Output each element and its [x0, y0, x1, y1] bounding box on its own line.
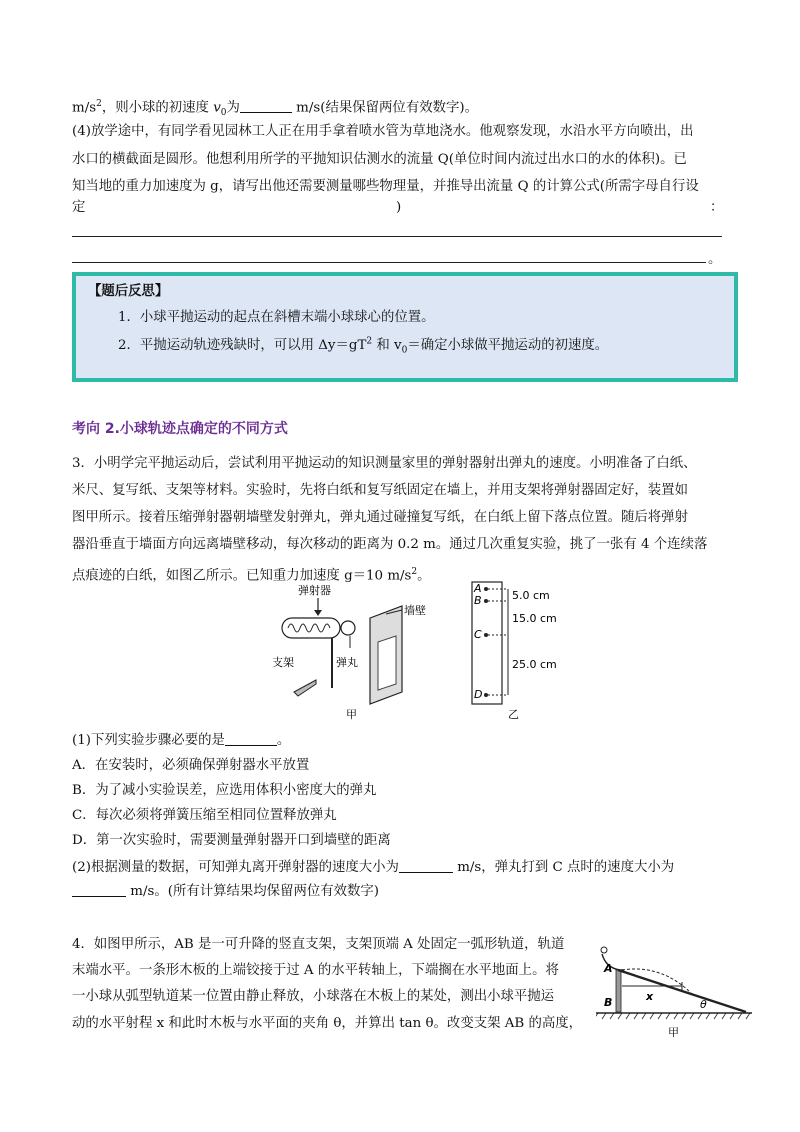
text: (2)根据测量的数据，可知弹丸离开弹射器的速度大小为 — [72, 860, 399, 875]
text: m/s，弹丸打到 C 点时的速度大小为 — [452, 860, 675, 875]
q3-sub1 — [72, 731, 290, 751]
q4-part-line4: 定 — [72, 200, 86, 215]
answer-blank[interactable] — [72, 882, 126, 897]
text: m/s(结果保留两位有效数字)。 — [291, 100, 479, 116]
point-label-b: B — [474, 594, 482, 607]
option-c[interactable]: C．每次必须将弹簧压缩至相同位置释放弹丸 — [72, 808, 337, 823]
section-heading: 考向 2.小球轨迹点确定的不同方式 — [72, 421, 288, 437]
answer-line[interactable] — [72, 262, 706, 263]
text: (1)下列实验步骤必要的是 — [72, 733, 225, 748]
point-c — [484, 633, 488, 637]
q4-part-line3: 知当地的重力加速度为 g，请写出他还需要测量哪些物理量，并推导出流量 Q 的计算公式(所需字母自行设 — [72, 179, 699, 194]
text: 和 v — [372, 338, 402, 353]
label-pellet: 弹丸 — [336, 656, 358, 669]
label-stand: 支架 — [272, 656, 294, 669]
label-b: B — [604, 996, 613, 1009]
stand-ab — [616, 970, 621, 1012]
shooter-barrel — [282, 618, 340, 638]
q3-line2: 米尺、复写纸、支架等材料。实验时，先将白纸和复写纸固定在墙上，并用支架将弹射器固定好，装置如 — [72, 483, 688, 498]
q3-sub2-line2 — [72, 882, 379, 902]
option-a[interactable]: A．在安装时，必须确保弹射器水平放置 — [72, 758, 310, 773]
distance-bc: 15.0 cm — [512, 612, 557, 625]
q2-tail-line — [72, 94, 478, 123]
sub: 0 — [401, 345, 408, 356]
fig-caption-jia: 甲 — [668, 1026, 679, 1039]
q3-sub2-line1 — [72, 858, 674, 878]
point-label-c: C — [474, 628, 482, 641]
figure-ramp — [596, 940, 756, 1040]
sup: 2 — [411, 567, 418, 577]
reflection-box — [72, 272, 738, 382]
reflection-item-1: 1．小球平抛运动的起点在斜槽末端小球球心的位置。 — [118, 310, 435, 325]
pellet — [341, 621, 355, 635]
distance-cd: 25.0 cm — [512, 658, 557, 671]
text: 为 — [226, 100, 240, 116]
figure-shooter — [270, 580, 430, 720]
label-a: A — [604, 962, 613, 975]
sup: 2 — [366, 336, 373, 347]
q4-part-line1: (4)放学途中，有同学看见园林工人正在用手拿着喷水管为草地浇水。他观察发现，水沿水平方向喷出，出 — [72, 124, 694, 139]
q3-line3: 图甲所示。接着压缩弹射器朝墙壁发射弹丸，弹丸通过碰撞复写纸，在白纸上留下落点位置。随后将弹射 — [72, 510, 688, 525]
answer-blank[interactable] — [225, 731, 277, 746]
point-label-d: D — [474, 688, 483, 701]
reflection-item-2 — [118, 334, 608, 356]
stand-base — [294, 680, 316, 696]
text: ＝确定小球做平抛运动的初速度。 — [407, 338, 609, 353]
arrow-head — [314, 610, 322, 616]
figure-paper-points — [470, 580, 580, 720]
q4-part-paren: ) — [396, 200, 402, 215]
sup: 2 — [96, 99, 102, 109]
text: m/s。(所有计算结果均保留两位有效数字) — [126, 884, 380, 899]
q4-line2: 末端水平。一条形木板的上端铰接于过 A 的水平转轴上，下端搁在水平地面上。将 — [72, 963, 559, 978]
point-b — [484, 599, 488, 603]
option-b[interactable]: B．为了减小实验误差，应选用体积小密度大的弹丸 — [72, 783, 377, 798]
option-d[interactable]: D．第一次实验时，需要测量弹射器开口到墙壁的距离 — [72, 833, 391, 848]
text: 2．平抛运动轨迹残缺时，可以用 Δy＝gT — [118, 338, 367, 353]
point-label-a: A — [474, 582, 482, 595]
answer-line[interactable] — [72, 236, 722, 237]
unit-text: m/s — [72, 100, 97, 116]
answer-blank[interactable] — [240, 98, 292, 113]
q4-part-line2: 水口的横截面是圆形。他想利用所学的平抛知识估测水的流量 Q(单位时间内流过出水口的水的体积)。已 — [72, 152, 687, 167]
answer-blank[interactable] — [399, 858, 453, 873]
label-wall: 墙壁 — [404, 604, 426, 617]
spring — [288, 624, 330, 632]
fig-caption-yi: 乙 — [508, 708, 519, 720]
q4-line3: 一小球从弧型轨道某一位置由静止释放，小球落在木板上的某处，测出小球平抛运 — [72, 989, 555, 1004]
var-v: v — [213, 100, 221, 116]
ball — [601, 947, 607, 953]
reflection-title: 【题后反思】 — [88, 284, 169, 299]
fig-caption-jia: 甲 — [346, 708, 357, 720]
point-a — [484, 587, 488, 591]
q4-line4: 动的水平射程 x 和此时木板与水平面的夹角 θ，并算出 tan θ。改变支架 AB 的高度， — [72, 1016, 583, 1031]
sub: 0 — [220, 108, 227, 119]
text: 点痕迹的白纸，如图乙所示。已知重力加速度 g＝10 m/s — [72, 568, 412, 584]
distance-ab: 5.0 cm — [512, 589, 550, 602]
label-shooter: 弹射器 — [298, 584, 331, 597]
point-d — [484, 693, 488, 697]
q3-line1: 3．小明学完平抛运动后，尝试利用平抛运动的知识测量家里的弹射器射出弹丸的速度。小明准备了白纸、 — [72, 456, 697, 471]
paper-on-wall — [378, 636, 396, 690]
ground-hatch — [596, 1013, 750, 1019]
q3-line4: 器沿垂直于墙面方向远离墙壁移动，每次移动的距离为 0.2 m。通过几次重复实验，挑了一张有 4 个连续落 — [72, 537, 708, 552]
label-theta: θ — [700, 998, 707, 1011]
q4-part-colon: ： — [710, 200, 724, 215]
text: 。 — [276, 733, 291, 748]
text: 。 — [417, 568, 431, 584]
q4-line1: 4．如图甲所示，AB 是一可升降的竖直支架，支架顶端 A 处固定一弧形轨道，轨道 — [72, 937, 565, 952]
end-mark: 。 — [708, 252, 722, 267]
label-x: x — [646, 990, 654, 1003]
text: ，则小球的初速度 — [101, 100, 214, 116]
